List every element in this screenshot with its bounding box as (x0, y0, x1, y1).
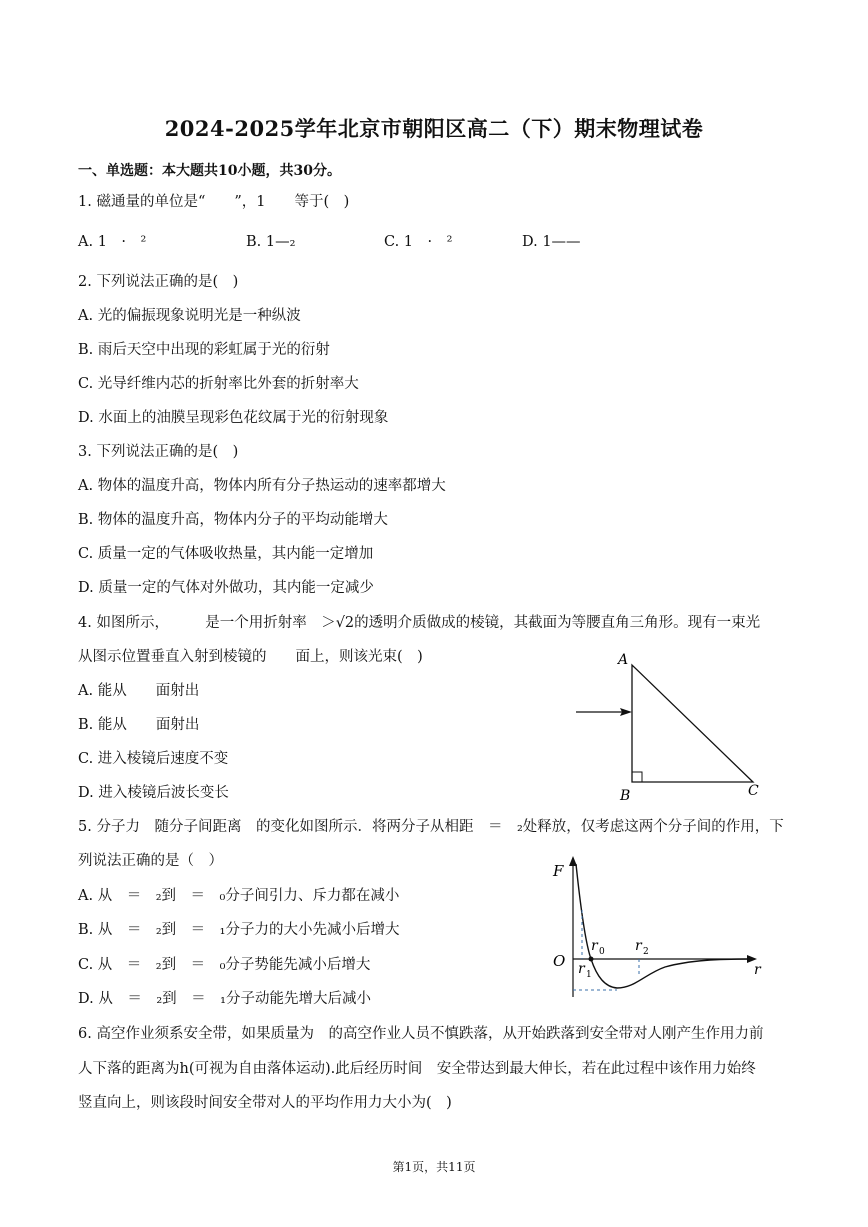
q6-line3: 竖直向上，则该段时间安全带对人的平均作用力大小为( ) (78, 1095, 452, 1111)
q2-option-c: C. 光导纤维内芯的折射率比外套的折射率大 (78, 376, 359, 392)
r-axis-label: r (754, 962, 761, 978)
q2-option-a: A. 光的偏振现象说明光是一种纵波 (78, 308, 301, 324)
r0-point (589, 957, 594, 962)
r0-label: r (591, 938, 598, 954)
q3-option-a: A. 物体的温度升高，物体内所有分子热运动的速率都增大 (78, 478, 446, 494)
vertex-b-label: B (620, 788, 631, 804)
exam-title: 2024-2025学年北京市朝阳区高二（下）期末物理试卷 (164, 116, 704, 141)
vertex-a-label: A (618, 652, 629, 668)
q4-option-c: C. 进入棱镜后速度不变 (78, 751, 229, 767)
q2-stem: 2. 下列说法正确的是( ) (78, 274, 239, 290)
r2-label: r (635, 938, 642, 954)
q1-option-d: D. 1—— (522, 234, 581, 250)
q4-option-d: D. 进入棱镜后波长变长 (78, 785, 229, 801)
q5-option-d: D. 从 ＝ ₂到 ＝ ₁分子动能先增大后减小 (78, 991, 371, 1007)
q3-option-c: C. 质量一定的气体吸收热量，其内能一定增加 (78, 546, 374, 562)
q2-option-d: D. 水面上的油膜呈现彩色花纹属于光的衍射现象 (78, 410, 389, 426)
q5-option-c: C. 从 ＝ ₂到 ＝ ₀分子势能先减小后增大 (78, 957, 371, 973)
r0-subscript: 0 (599, 947, 605, 957)
molecular-force-figure (545, 852, 770, 1007)
q6-line2: 人下落的距离为h(可视为自由落体运动).此后经历时间 安全带达到最大伸长，若在此过程中该作用力始终 (78, 1061, 756, 1077)
right-angle-mark (632, 772, 642, 782)
r1-subscript: 1 (586, 970, 592, 980)
q2-option-b: B. 雨后天空中出现的彩虹属于光的衍射 (78, 342, 330, 358)
q5-option-b: B. 从 ＝ ₂到 ＝ ₁分子力的大小先减小后增大 (78, 922, 400, 938)
q5-option-a: A. 从 ＝ ₂到 ＝ ₀分子间引力、斥力都在减小 (78, 888, 400, 904)
q1-stem: 1. 磁通量的单位是“ ”，1 等于( ) (78, 194, 350, 210)
q1-option-b: B. 1—₂ (246, 234, 296, 250)
q5-stem-line2: 列说法正确的是（ ） (78, 853, 223, 869)
r1-label: r (578, 961, 585, 977)
f-axis-label: F (553, 862, 564, 880)
q4-stem-line1: 4. 如图所示， 是一个用折射率 ＞√2的透明介质做成的棱镜，其截面为等腰直角三角形。现有一束光 (78, 615, 761, 631)
vertex-c-label: C (748, 783, 759, 799)
section-heading: 一、单选题：本大题共10小题，共30分。 (78, 163, 341, 179)
origin-label: O (553, 952, 566, 970)
page-footer: 第1页，共11页 (392, 1160, 476, 1174)
q3-option-d: D. 质量一定的气体对外做功，其内能一定减少 (78, 580, 374, 596)
prism-figure (570, 645, 770, 805)
q3-option-b: B. 物体的温度升高，物体内分子的平均动能增大 (78, 512, 388, 528)
q4-option-b: B. 能从 面射出 (78, 717, 200, 733)
q1-option-c: C. 1 · ² (384, 234, 453, 250)
q4-stem-line2: 从图示位置垂直入射到棱镜的 面上，则该光束( ) (78, 649, 423, 665)
q5-stem-line1: 5. 分子力 随分子间距离 的变化如图所示．将两分子从相距 ＝ ₂处释放，仅考虑这两个分子间的作用，下 (78, 819, 784, 835)
r2-subscript: 2 (643, 947, 649, 957)
q1-option-a: A. 1 · ² (78, 234, 147, 250)
q6-line1: 6. 高空作业须系安全带，如果质量为 的高空作业人员不慎跌落，从开始跌落到安全带对人刚产生作用力前 (78, 1026, 764, 1042)
q4-option-a: A. 能从 面射出 (78, 683, 200, 699)
prism-triangle (632, 665, 753, 782)
force-curve (576, 864, 750, 988)
q3-stem: 3. 下列说法正确的是( ) (78, 444, 239, 460)
